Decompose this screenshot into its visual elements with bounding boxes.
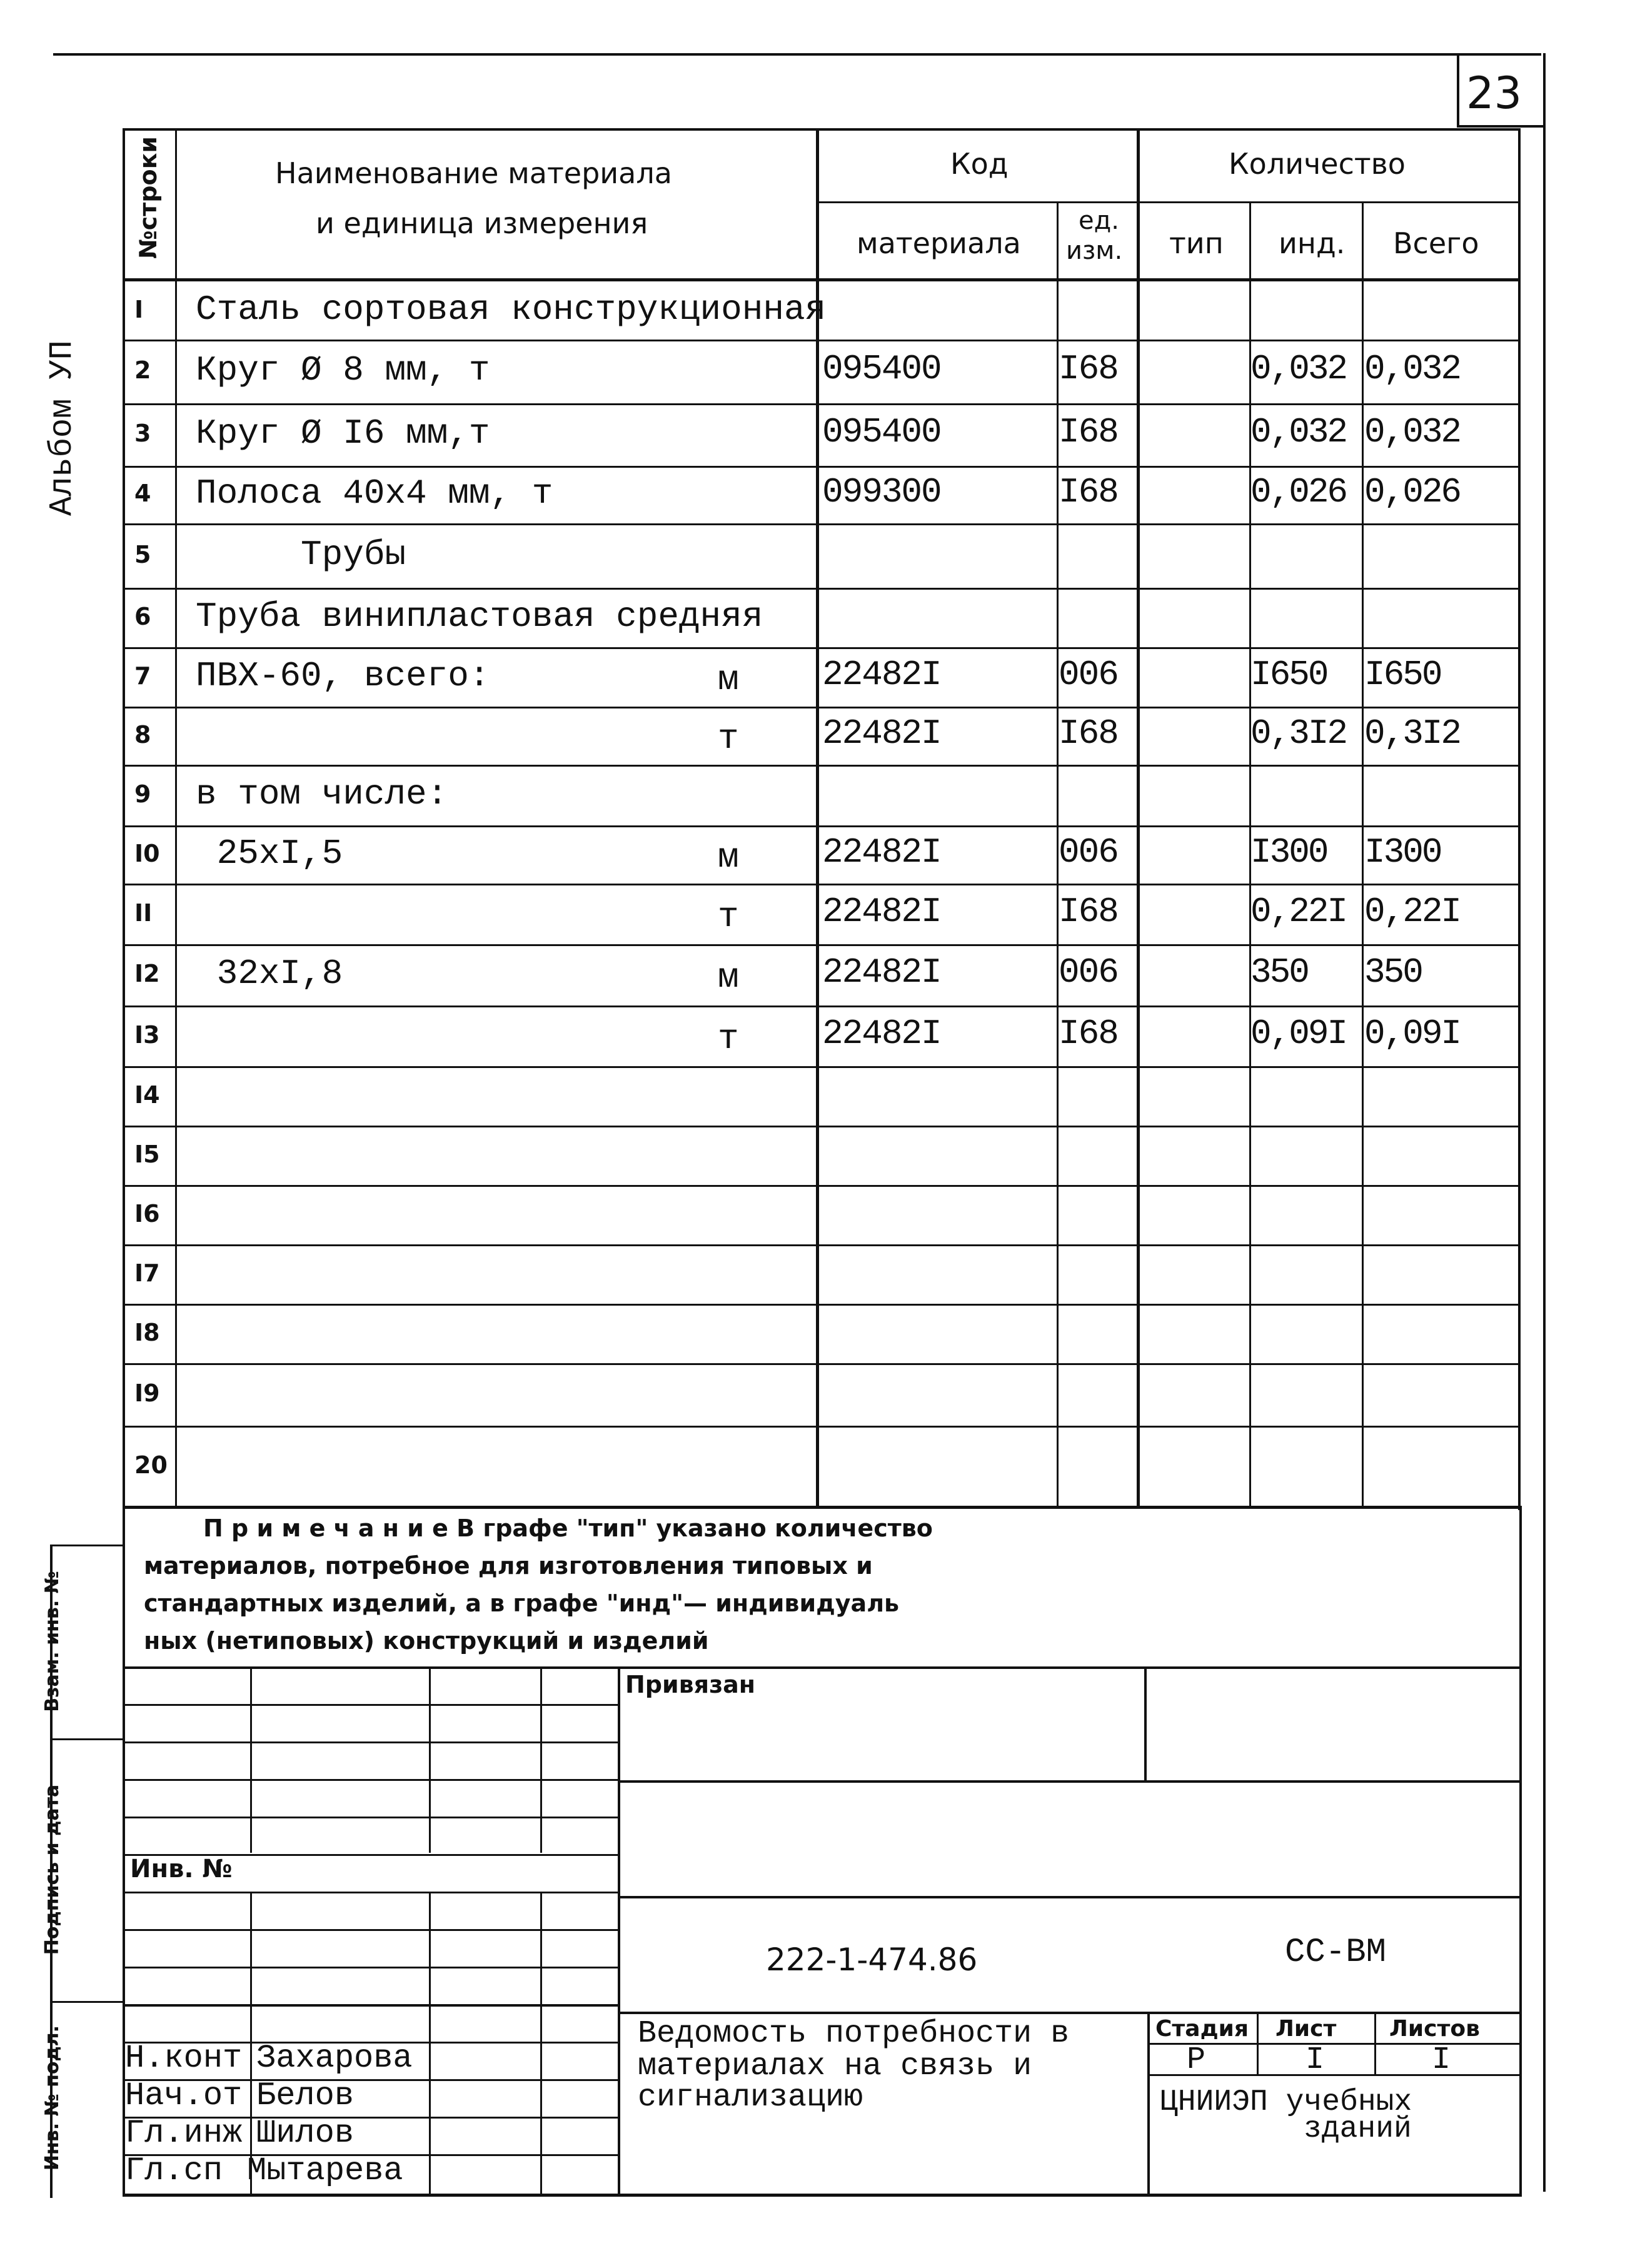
table-left	[123, 128, 125, 1507]
qty-ind: 350	[1250, 952, 1308, 992]
material-unit-letter: т	[718, 1018, 739, 1059]
stamp-v-stage	[1147, 2012, 1150, 2197]
row-line	[123, 647, 1520, 649]
page-number: 23	[1466, 68, 1522, 119]
material-unit-letter: м	[718, 957, 739, 997]
grid-v-4	[618, 1666, 620, 2197]
row-number: 7	[134, 662, 151, 690]
header-total: Всего	[1393, 226, 1479, 260]
grid-h-9	[123, 2004, 620, 2007]
material-code: 22482I	[822, 654, 941, 695]
material-code: 22482I	[822, 832, 941, 872]
row-line	[123, 1005, 1520, 1007]
stamp-line-c	[619, 2012, 1522, 2014]
material-unit-letter: т	[718, 896, 739, 937]
grid-h-7	[123, 1929, 620, 1931]
sheets-value: I	[1432, 2042, 1451, 2078]
row-line	[123, 1066, 1520, 1068]
role-2: Нач.от	[125, 2077, 243, 2114]
sheets-label: Листов	[1389, 2016, 1480, 2042]
right-rule	[1543, 53, 1546, 2192]
grid-h-3	[123, 1779, 620, 1781]
note-line-3: стандартных изделий, а в графе "инд"— индивидуаль	[144, 1590, 900, 1617]
col-line-6	[1362, 203, 1364, 1507]
stamp-line-a	[619, 1780, 1522, 1783]
material-code: 22482I	[822, 1013, 941, 1054]
material-unit-letter: м	[718, 659, 739, 700]
qty-total: 0,22I	[1364, 891, 1461, 932]
row-number: 20	[134, 1451, 168, 1479]
grid-v-2b	[429, 1892, 431, 2195]
unit-code: 006	[1059, 654, 1118, 695]
qty-total: 350	[1364, 952, 1422, 992]
row-number: 5	[134, 540, 151, 568]
row-line	[123, 825, 1520, 827]
album-label: Альбом УП	[44, 340, 81, 516]
qty-ind: I650	[1250, 654, 1327, 695]
doc-mark: СС-ВМ	[1285, 1933, 1387, 1972]
grid-v-3b	[540, 1892, 542, 2195]
header-code: Код	[950, 147, 1009, 181]
row-line	[123, 884, 1520, 885]
row-number: I9	[134, 1379, 160, 1407]
stage-value: Р	[1187, 2042, 1206, 2078]
header-type: тип	[1169, 226, 1224, 260]
row-line	[123, 523, 1520, 525]
qty-ind: 0,032	[1250, 349, 1347, 389]
grid-v-1a	[250, 1666, 252, 1853]
row-number: 2	[134, 356, 151, 384]
page-box-bottom	[1457, 125, 1544, 128]
page-box-left	[1457, 53, 1459, 127]
privyazan-label: Привязан	[625, 1671, 756, 1698]
qty-ind: 0,032	[1250, 412, 1347, 452]
row-line	[123, 340, 1520, 341]
row-number: I4	[134, 1081, 160, 1109]
material-name: Труба винипластовая средняя	[196, 596, 763, 637]
unit-code: I68	[1059, 891, 1118, 932]
row-number: 9	[134, 780, 151, 808]
inv-no-label: Инв. №	[130, 1855, 233, 1883]
material-name: Круг Ø I6 мм,т	[196, 413, 490, 453]
row-number: I2	[134, 960, 160, 987]
qty-total: 0,032	[1364, 412, 1461, 452]
header-name-line1: Наименование материала	[275, 156, 672, 190]
col-line-4	[1137, 128, 1140, 1507]
side-vzam: Взам. инв. №	[41, 1571, 63, 1712]
note-line-4: ных (нетиповых) конструкций и изделий	[144, 1627, 709, 1655]
qty-ind: I300	[1250, 832, 1327, 872]
unit-code: I68	[1059, 472, 1118, 512]
row-number: I	[134, 295, 144, 323]
qty-ind: 0,3I2	[1250, 713, 1347, 753]
row-line	[123, 1304, 1520, 1306]
unit-code: I68	[1059, 713, 1118, 753]
qty-ind: 0,026	[1250, 472, 1347, 512]
material-name: ПВХ-60, всего:	[196, 655, 490, 696]
header-ind: инд.	[1279, 226, 1346, 260]
title-line-1: Ведомость потребности в	[638, 2016, 1070, 2052]
material-code: 22482I	[822, 952, 941, 992]
qty-total: 0,3I2	[1364, 713, 1461, 753]
header-mid-line	[816, 201, 1519, 203]
row-line	[123, 403, 1520, 405]
role-4: Гл.сп	[125, 2152, 223, 2189]
header-name-line2: и единица измерения	[316, 206, 648, 240]
row-number: I6	[134, 1199, 160, 1227]
stamp-v-privyazan	[1144, 1666, 1147, 1782]
stage-label: Стадия	[1155, 2016, 1249, 2042]
header-quantity: Количество	[1229, 147, 1406, 181]
material-code: 099300	[822, 472, 941, 512]
row-line	[123, 944, 1520, 946]
material-name: 25хI,5	[196, 833, 343, 874]
qty-total: 0,032	[1364, 349, 1461, 389]
material-code: 22482I	[822, 891, 941, 932]
side-strip-split-1	[50, 1738, 124, 1740]
qty-total: 0,09I	[1364, 1013, 1461, 1054]
header-row-no: №строки	[134, 136, 162, 259]
person-2: Белов	[256, 2077, 355, 2114]
title-line-2: материалах на связь и	[638, 2049, 1032, 2084]
grid-v-1b	[250, 1892, 252, 2195]
side-inv-podl: Инв. № подл.	[41, 2025, 63, 2171]
row-number: 4	[134, 480, 151, 507]
table-top	[123, 128, 1520, 131]
org-line-1: ЦНИИЭП учебных	[1160, 2085, 1412, 2119]
sheet-value: I	[1306, 2042, 1325, 2078]
unit-code: I68	[1059, 349, 1118, 389]
row-line	[123, 707, 1520, 708]
person-4: Мытарева	[247, 2152, 403, 2189]
row-line	[123, 765, 1520, 767]
row-number: 6	[134, 602, 151, 630]
grid-h-6	[123, 1892, 620, 1893]
row-line	[123, 1363, 1520, 1365]
qty-total: I300	[1364, 832, 1441, 872]
title-line-3: сигнализацию	[638, 2080, 863, 2115]
row-number: 3	[134, 420, 151, 447]
qty-ind: 0,22I	[1250, 891, 1347, 932]
col-line-2	[816, 128, 819, 1507]
row-number: II	[134, 899, 153, 927]
org-line-2: зданий	[1304, 2112, 1412, 2146]
person-3: Шилов	[256, 2115, 355, 2152]
material-code: 22482I	[822, 713, 941, 753]
grid-v-3a	[540, 1666, 542, 1853]
header-unit-line1: ед.	[1079, 206, 1119, 235]
grid-h-2	[123, 1741, 620, 1743]
row-number: I7	[134, 1259, 160, 1287]
row-line	[123, 588, 1520, 590]
note-line-2: материалов, потребное для изготовления типовых и	[144, 1552, 873, 1580]
row-number: I3	[134, 1021, 160, 1049]
header-bottom-line	[123, 278, 1520, 281]
top-rule	[53, 53, 1541, 56]
unit-code: 006	[1059, 952, 1118, 992]
side-podp: Подпись и дата	[41, 1784, 63, 1955]
grid-h-1	[123, 1704, 620, 1706]
row-number: I8	[134, 1318, 160, 1346]
material-unit-letter: м	[718, 837, 739, 877]
grid-h-8	[123, 1967, 620, 1968]
person-1: Захарова	[256, 2040, 413, 2077]
unit-code: I68	[1059, 1013, 1118, 1054]
unit-code: I68	[1059, 412, 1118, 452]
material-code: 095400	[822, 412, 941, 452]
material-name: Полоса 40х4 мм, т	[196, 473, 553, 513]
doc-code: 222-1-474.86	[766, 1942, 978, 1978]
note-line-1: П р и м е ч а н и е В графе "тип" указано количество	[203, 1515, 933, 1542]
header-material: материала	[857, 226, 1021, 260]
stamp-line-bottom	[123, 2194, 1522, 2197]
col-line-1	[175, 128, 177, 1507]
role-3: Гл.инж	[125, 2115, 243, 2152]
row-line	[123, 466, 1520, 468]
material-name: в том числе:	[196, 774, 448, 814]
row-number: I0	[134, 839, 160, 867]
qty-total: I650	[1364, 654, 1441, 695]
qty-ind: 0,09I	[1250, 1013, 1347, 1054]
role-1: Н.конт	[125, 2040, 243, 2077]
table-right	[1518, 128, 1521, 1510]
material-name: 32хI,8	[196, 954, 343, 994]
row-line	[123, 1185, 1520, 1187]
qty-total: 0,026	[1364, 472, 1461, 512]
row-line	[123, 1244, 1520, 1246]
note-top-line	[123, 1506, 1522, 1509]
row-number: 8	[134, 720, 151, 748]
row-line	[123, 1426, 1520, 1428]
note-right-line	[1519, 1506, 1522, 2197]
grid-v-2a	[429, 1666, 431, 1853]
material-name: Сталь сортовая конструкционная	[196, 289, 827, 330]
material-unit-letter: т	[718, 718, 739, 759]
stamp-line-b	[619, 1896, 1522, 1898]
header-unit-line2: изм.	[1066, 236, 1123, 265]
material-name: Трубы	[196, 534, 406, 575]
side-strip-top	[50, 1545, 124, 1546]
unit-code: 006	[1059, 832, 1118, 872]
material-name: Круг Ø 8 мм, т	[196, 350, 490, 390]
material-code: 095400	[822, 349, 941, 389]
stamp-line-top	[123, 1666, 1522, 1669]
sheet-label: Лист	[1275, 2016, 1337, 2042]
grid-h-4	[123, 1817, 620, 1818]
row-line	[123, 1126, 1520, 1127]
row-number: I5	[134, 1140, 160, 1168]
